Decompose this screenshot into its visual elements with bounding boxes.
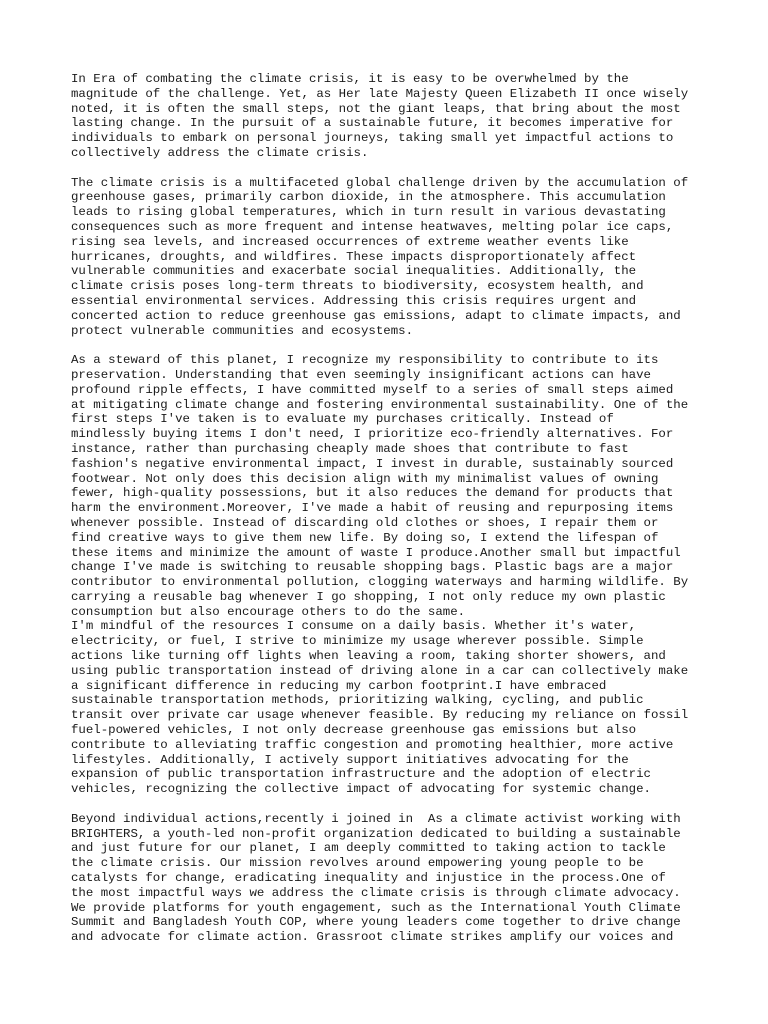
paragraph: [71, 176, 711, 339]
text-line: contributor to environmental pollution, clogging waterways and harming wildlife. By: [71, 575, 689, 590]
text-line: vulnerable communities and exacerbate social inequalities. Additionally, the: [71, 264, 637, 279]
text-line: change I've made is switching to reusable shopping bags. Plastic bags are a major: [71, 560, 674, 575]
text-line: vehicles, recognizing the collective impact of advocating for systemic change.: [71, 782, 651, 797]
text-line: a significant difference in reducing my carbon footprint.I have embraced: [71, 678, 607, 693]
text-line: As a steward of this planet, I recognize my responsibility to contribute to its: [71, 353, 659, 368]
text-line: and advocate for climate action. Grassroot climate strikes amplify our voices and: [71, 930, 674, 945]
text-line: mindlessly buying items I don't need, I prioritize eco-friendly alternatives. For: [71, 427, 674, 442]
text-line: We provide platforms for youth engagement, such as the International Youth Climate: [71, 900, 681, 915]
text-line: footwear. Not only does this decision align with my minimalist values of owning: [71, 471, 659, 486]
text-line: at mitigating climate change and fostering environmental sustainability. One of the: [71, 397, 689, 412]
text-line: rising sea levels, and increased occurrences of extreme weather events like: [71, 234, 629, 249]
text-line: fashion's negative environmental impact, I invest in durable, sustainably sourced: [71, 456, 674, 471]
document-page: [71, 72, 711, 960]
text-line: carrying a reusable bag whenever I go shopping, I not only reduce my own plastic: [71, 589, 666, 604]
text-line: these items and minimize the amount of waste I produce.Another small but impactful: [71, 545, 681, 560]
text-line: BRIGHTERS, a youth-led non-profit organization dedicated to building a sustainable: [71, 826, 681, 841]
text-line: fuel-powered vehicles, I not only decrease greenhouse gas emissions but also: [71, 723, 637, 738]
text-line: contribute to alleviating traffic congestion and promoting healthier, more active: [71, 737, 674, 752]
text-line: transit over private car usage whenever feasible. By reducing my reliance on fossil: [71, 708, 689, 723]
text-line: profound ripple effects, I have committed myself to a series of small steps aimed: [71, 382, 674, 397]
text-line: lifestyles. Additionally, I actively support initiatives advocating for the: [71, 752, 629, 767]
text-line: Beyond individual actions,recently i joined in As a climate activist working with: [71, 811, 681, 826]
paragraph: [71, 812, 711, 945]
text-line: find creative ways to give them new life. By doing so, I extend the lifespan of: [71, 530, 659, 545]
text-line: expansion of public transportation infrastructure and the adoption of electric: [71, 767, 651, 782]
text-line: In Era of combating the climate crisis, it is easy to be overwhelmed by the: [71, 72, 629, 86]
text-line: harm the environment.Moreover, I've made a habit of reusing and repurposing items: [71, 501, 674, 516]
text-line: protect vulnerable communities and ecosystems.: [71, 323, 414, 338]
text-line: first steps I've taken is to evaluate my purchases critically. Instead of: [71, 412, 614, 427]
text-line: greenhouse gases, primarily carbon dioxide, in the atmosphere. This accumulation: [71, 190, 666, 205]
text-line: the climate crisis. Our mission revolves around empowering young people to be: [71, 856, 644, 871]
text-line: magnitude of the challenge. Yet, as Her late Majesty Queen Elizabeth II once wisely: [71, 86, 689, 101]
text-line: concerted action to reduce greenhouse gas emissions, adapt to climate impacts, and: [71, 308, 681, 323]
text-line: essential environmental services. Addressing this crisis requires urgent and: [71, 293, 637, 308]
paragraph: [71, 72, 711, 161]
text-line: sustainable transportation methods, prioritizing walking, cycling, and public: [71, 693, 644, 708]
paragraph: [71, 353, 711, 797]
text-line: catalysts for change, eradicating inequality and injustice in the process.One of: [71, 871, 666, 886]
text-line: individuals to embark on personal journeys, taking small yet impactful actions to: [71, 131, 674, 146]
text-line: The climate crisis is a multifaceted global challenge driven by the accumulation of: [71, 175, 689, 190]
text-line: Summit and Bangladesh Youth COP, where young leaders come together to drive change: [71, 915, 681, 930]
text-line: whenever possible. Instead of discarding old clothes or shoes, I repair them or: [71, 515, 659, 530]
text-line: the most impactful ways we address the climate crisis is through climate advocacy.: [71, 885, 681, 900]
text-line: I'm mindful of the resources I consume on a daily basis. Whether it's water,: [71, 619, 637, 634]
text-line: electricity, or fuel, I strive to minimize my usage wherever possible. Simple: [71, 634, 644, 649]
text-line: leads to rising global temperatures, which in turn result in various devastating: [71, 205, 666, 220]
text-line: hurricanes, droughts, and wildfires. These impacts disproportionately affect: [71, 249, 637, 264]
text-line: lasting change. In the pursuit of a sustainable future, it becomes imperative for: [71, 116, 674, 131]
text-line: fewer, high-quality possessions, but it also reduces the demand for products that: [71, 486, 674, 501]
text-line: noted, it is often the small steps, not the giant leaps, that bring about the most: [71, 101, 681, 116]
text-line: preservation. Understanding that even seemingly insignificant actions can have: [71, 367, 651, 382]
text-line: instance, rather than purchasing cheaply made shoes that contribute to fast: [71, 441, 629, 456]
text-line: actions like turning off lights when leaving a room, taking shorter showers, and: [71, 649, 666, 664]
text-line: using public transportation instead of driving alone in a car can collectively make: [71, 663, 689, 678]
text-line: consequences such as more frequent and intense heatwaves, melting polar ice caps,: [71, 219, 674, 234]
text-line: consumption but also encourage others to do the same.: [71, 604, 466, 619]
text-line: and just future for our planet, I am deeply committed to taking action to tackle: [71, 841, 666, 856]
text-line: collectively address the climate crisis.: [71, 145, 369, 160]
text-line: climate crisis poses long-term threats to biodiversity, ecosystem health, and: [71, 279, 644, 294]
